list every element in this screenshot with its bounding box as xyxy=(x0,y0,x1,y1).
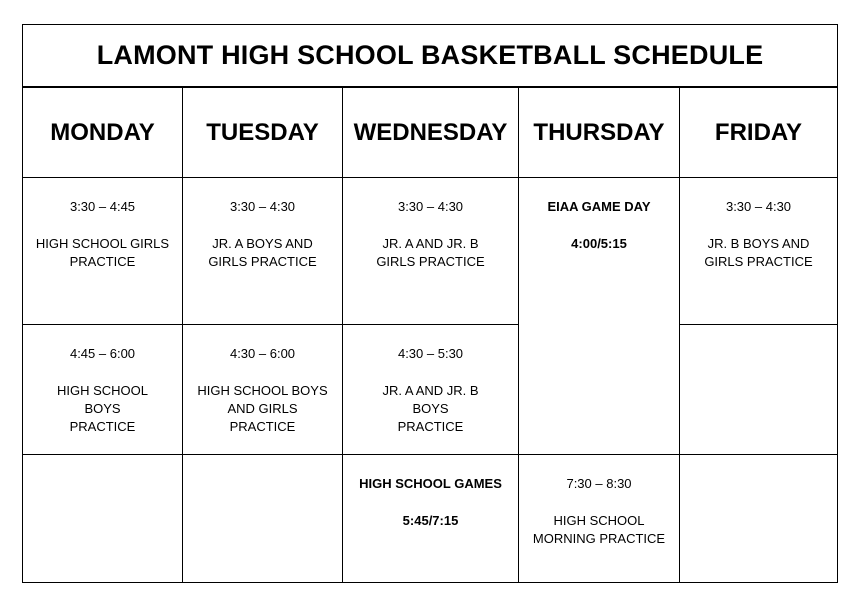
slot-monday-2 xyxy=(23,325,182,454)
slot-time: 3:30 – 4:30 xyxy=(397,199,464,214)
slot-wednesday-1 xyxy=(343,178,518,324)
day-header-friday: FRIDAY xyxy=(714,118,803,146)
slot-description: HIGH SCHOOL BOYS PRACTICE xyxy=(56,383,148,434)
slot-time: 4:30 – 5:30 xyxy=(397,346,464,361)
schedule-grid xyxy=(23,88,837,582)
slot-label: EIAA GAME DAY xyxy=(547,199,651,214)
slot-description: JR. A AND JR. B BOYS PRACTICE xyxy=(382,383,479,434)
slot-tuesday-1 xyxy=(183,178,342,324)
day-header-monday: MONDAY xyxy=(50,118,155,146)
slot-time: 3:30 – 4:45 xyxy=(69,199,136,214)
day-header-tuesday: TUESDAY xyxy=(206,118,319,146)
slot-description: HIGH SCHOOL GIRLS PRACTICE xyxy=(35,236,170,269)
slot-friday-1 xyxy=(680,178,837,324)
slot-description: JR. B BOYS AND GIRLS PRACTICE xyxy=(704,236,813,269)
slot-time: 7:30 – 8:30 xyxy=(566,476,632,491)
slot-thursday-3 xyxy=(519,455,679,582)
slot-time: 3:30 – 4:30 xyxy=(229,199,296,214)
slot-description: HIGH SCHOOL BOYS AND GIRLS PRACTICE xyxy=(197,383,328,434)
slot-description: JR. A AND JR. B GIRLS PRACTICE xyxy=(376,236,485,269)
title-row xyxy=(23,25,837,88)
slot-wednesday-2 xyxy=(343,325,518,454)
slot-description: JR. A BOYS AND GIRLS PRACTICE xyxy=(208,236,317,269)
slot-time: 4:45 – 6:00 xyxy=(69,346,136,361)
slot-thursday-1 xyxy=(519,178,679,454)
slot-label: HIGH SCHOOL GAMES xyxy=(359,476,502,491)
row-divider xyxy=(679,324,837,325)
slot-tuesday-2 xyxy=(183,325,342,454)
slot-wednesday-3 xyxy=(343,455,518,582)
day-header-thursday: THURSDAY xyxy=(533,118,665,146)
slot-description: HIGH SCHOOL MORNING PRACTICE xyxy=(532,513,666,546)
slot-time: 5:45/7:15 xyxy=(402,513,459,528)
slot-monday-1 xyxy=(23,178,182,324)
schedule-title: LAMONT HIGH SCHOOL BASKETBALL SCHEDULE xyxy=(96,40,764,70)
day-header-wednesday: WEDNESDAY xyxy=(353,118,508,146)
slot-time: 4:00/5:15 xyxy=(571,236,627,251)
schedule-table xyxy=(22,24,838,583)
slot-time: 3:30 – 4:30 xyxy=(725,199,792,214)
slot-time: 4:30 – 6:00 xyxy=(229,346,296,361)
